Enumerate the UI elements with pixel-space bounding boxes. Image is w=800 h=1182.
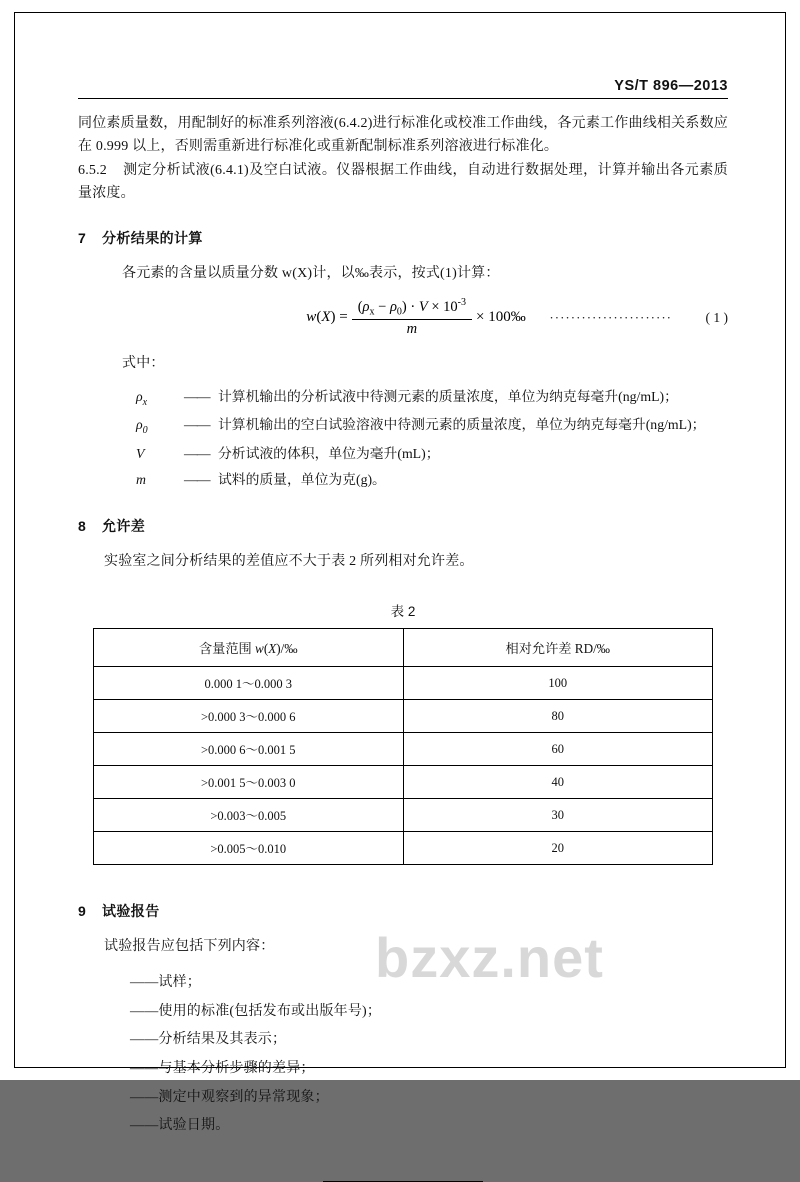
table-header-cell: 含量范围 w(X)/‰ [94,629,404,667]
table-cell-range: >0.003～0.005 [94,799,404,832]
definition-text: 计算机输出的空白试验溶液中待测元素的质量浓度，单位为纳克每毫升(ng/mL)； [218,417,706,433]
definition-row [130,441,728,468]
formula-numerator: $(\rho_x - \rho_0) \cdot V \times 10^{-3}$ [352,297,472,320]
list-item: ——与基本分析步骤的差异； [130,1060,315,1076]
table-row [94,766,713,799]
header-divider [78,98,728,99]
clause-7-title: 分析结果的计算 [102,229,203,246]
formula-leader-dots: ······················· [549,309,672,325]
definition-symbol: m [136,472,146,488]
formula-1-expression [306,297,525,338]
table-cell-range: >0.005～0.010 [94,832,404,865]
definition-text: 计算机输出的分析试液中待测元素的质量浓度，单位为纳克每毫升(ng/mL)； [218,389,678,404]
table-2-head [94,629,713,667]
table-cell-rd: 20 [403,832,713,865]
table-cell-rd: 100 [403,667,713,700]
definition-dash: —— [184,445,210,461]
definition-dash: —— [184,389,210,404]
table-2 [93,628,713,865]
formula-lhs-close: ) = [330,309,348,326]
table-header-cell: 相对允许差 RD/‰ [403,629,713,667]
watermark: bzxz.net [375,926,604,989]
table-row [94,733,713,766]
table-row [94,700,713,733]
table-header-row [94,629,713,667]
page-content [78,78,728,1182]
table-cell-rd: 40 [403,766,713,799]
clause-7-lead: 各元素的含量以质量分数 w(X)计，以‰表示，按式(1)计算： [122,265,500,281]
definition-text: 试料的质量，单位为克(g)。 [218,472,386,488]
formula-lhs-var: X [321,309,331,326]
symbol-definitions [130,384,728,494]
clause-9-title: 试验报告 [102,903,160,920]
table-cell-range: >0.000 6～0.001 5 [94,733,404,766]
clause-9-number: 9 [78,903,87,920]
table-2-body [94,667,713,865]
clause-9-heading [78,901,728,921]
definition-symbol: $\rho_x$ [136,389,148,408]
where-label: 式中： [122,356,165,372]
intro-paragraph-1: 同位素质量数，用配制好的标准系列溶液(6.4.2)进行标准化或校准工作曲线，各元素工作曲线相关系数应在 0.999 以上，否则需重新进行标准化或重新配制标准系列溶液进行标准化。 [78,116,728,154]
intro-paragraph-2 [78,160,728,205]
formula-lhs: w [306,309,317,326]
table-row [94,832,713,865]
table-row [94,667,713,700]
table-cell-range: 0.000 1～0.000 3 [94,667,404,700]
clause-8-heading [78,516,728,536]
table-cell-rd: 60 [403,733,713,766]
report-items-list [130,969,728,1141]
definition-dash: —— [184,417,210,433]
list-item: ——试样； [130,974,201,990]
clause-8-lead: 实验室之间分析结果的差值应不大于表 2 所列相对允许差。 [104,554,474,570]
table-row [94,799,713,832]
table-cell-range: >0.000 3～0.000 6 [94,700,404,733]
list-item: ——试验日期。 [130,1118,230,1134]
table-cell-rd: 30 [403,799,713,832]
intro-paragraph-2-number: 6.5.2 [78,163,107,179]
intro-paragraph-2-text: 测定分析试液(6.4.1)及空白试液。仪器根据工作曲线，自动进行数据处理，计算并输出各元素质量浓度。 [78,163,728,202]
clause-7-heading [78,228,728,248]
definition-text: 分析试液的体积，单位为毫升(mL)； [218,445,440,461]
definition-row [130,412,728,440]
clause-8-number: 8 [78,518,87,535]
definition-symbol: $\rho_0$ [136,417,148,436]
table-cell-rd: 80 [403,700,713,733]
clause-9-lead: 试验报告应包括下列内容： [104,939,275,955]
page-header-standard-id: YS/T 896—2013 [614,78,728,94]
definition-dash: —— [184,472,210,488]
formula-fraction [352,297,472,338]
clause-7-number: 7 [78,229,87,246]
list-item: ——分析结果及其表示； [130,1032,287,1048]
formula-tail: × 100‰ [475,309,526,326]
formula-denominator: m [406,321,418,338]
formula-lhs-paren: ( [316,309,322,326]
table-2-caption: 表 2 [390,604,416,620]
formula-number: ( 1 ) [705,309,728,325]
clause-8-title: 允许差 [102,518,146,535]
definition-row [130,467,728,494]
list-item: ——使用的标准(包括发布或出版年号)； [130,1003,382,1019]
clause-7-body [104,262,728,495]
table-cell-range: >0.001 5～0.003 0 [94,766,404,799]
list-item: ——测定中观察到的异常现象； [130,1089,329,1105]
definition-symbol: V [136,445,145,461]
definition-row [130,384,728,412]
formula-1 [104,297,728,338]
